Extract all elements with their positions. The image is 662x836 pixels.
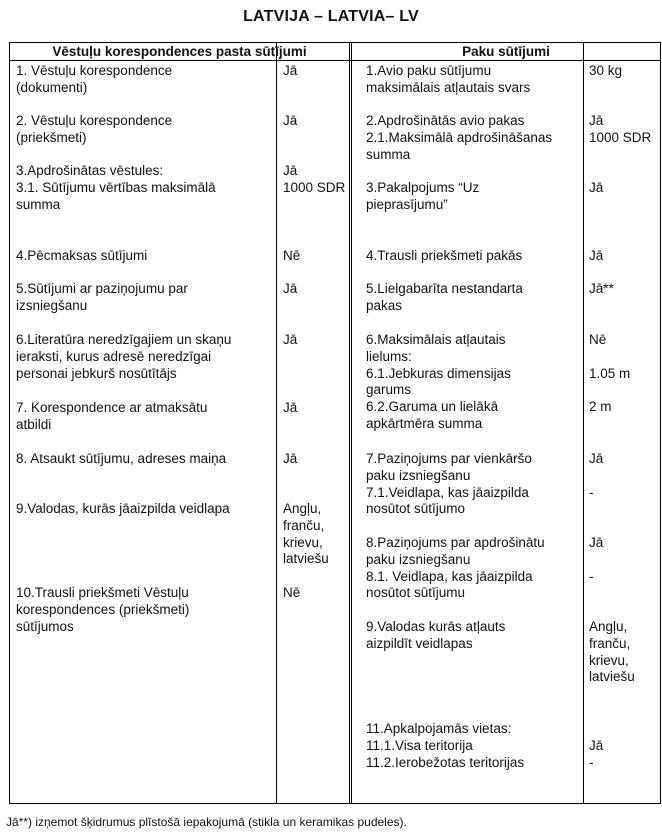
letter-mail-header: Vēstuļu korespondences pasta sūtījumi (52, 44, 307, 59)
parcel-row-label: 1.Avio paku sūtījumu maksimālais atļautais svars (366, 63, 531, 95)
letter-row-value: Nē (283, 585, 301, 600)
letter-row-value: Jā (283, 113, 298, 128)
parcel-row-value: Jā** (589, 281, 614, 296)
letter-row-label: 2. Vēstuļu korespondence (priekšmeti) (16, 113, 173, 145)
letter-row-label: 7. Korespondence ar atmaksātu atbildi (16, 400, 208, 432)
letter-row-label: 1. Vēstuļu korespondence (dokumenti) (16, 63, 173, 95)
letter-row-value: Jā (283, 63, 298, 78)
letter-row-label: 6.Literatūra neredzīgajiem un skaņu ieraksti, kurus adresē neredzīgai personai jebkurš nosūtītājs (16, 332, 232, 381)
parcel-row-value: 30 kg (589, 63, 623, 78)
parcel-row-label: 4.Trausli priekšmeti pakās (366, 248, 523, 263)
services-table (9, 42, 661, 804)
letter-row-label: 8. Atsaukt sūtījumu, adreses maiņa (16, 451, 227, 466)
parcel-row-label: 2.Apdrošinātās avio pakas 2.1.Maksimālā apdrošināšanas summa (366, 113, 553, 162)
parcel-row-value: Jā - (589, 737, 604, 770)
page-title: LATVIJA – LATVIA– LV (243, 8, 419, 25)
section-divider (349, 43, 352, 803)
letter-row-value: Angļu, franču, krievu, latviešu (283, 501, 329, 567)
parcel-row-value: Nē 1.05 m 2 m (589, 332, 631, 415)
header-divider (10, 60, 660, 61)
letter-row-label: 3.Apdrošinātas vēstules: 3.1. Sūtījumu vērtības maksimālā summa (16, 163, 216, 212)
parcel-row-value: Jā - (589, 535, 604, 584)
parcel-row-value: Jā 1000 SDR (589, 113, 652, 145)
parcel-row-label: 7.Paziņojums par vienkāršo paku izsniegšanu 7.1.Veidlapa, kas jāaizpilda nosūtot sūtījumo (366, 451, 532, 517)
parcel-row-value: Angļu, franču, krievu, latviešu (589, 619, 635, 685)
letter-row-value: Jā (283, 281, 298, 296)
letter-row-value: Jā (283, 451, 298, 466)
parcel-row-label: 6.Maksimālais atļautais lielums: 6.1.Jebkuras dimensijas garums 6.2.Garuma un lielākā apkārtmēra summa (366, 332, 511, 431)
letter-row-value: Jā 1000 SDR (283, 163, 346, 195)
parcel-row-label: 5.Lielgabarīta nestandarta pakas (366, 281, 523, 313)
letter-row-label: 9.Valodas, kurās jāaizpilda veidlapa (16, 501, 230, 516)
letter-row-label: 4.Pēcmaksas sūtījumi (16, 248, 148, 263)
parcel-row-label: 11.Apkalpojamās vietas: 11.1.Visa teritorija 11.2.Ierobežotas teritorijas (366, 721, 525, 770)
parcel-row-value: Jā - (589, 451, 604, 500)
parcel-row-label: 8.Paziņojums par apdrošinātu paku izsniegšanu 8.1. Veidlapa, kas jāaizpilda nosūtot sūtījumu (366, 535, 545, 601)
letter-row-label: 10.Trausli priekšmeti Vēstuļu korespondences (priekšmeti) sūtījumos (16, 585, 190, 634)
parcels-header: Paku sūtījumi (462, 44, 550, 59)
footnote: Jā**) izņemot šķidrumus plīstošā iepakojumā (stikla un keramikas pudeles). (6, 815, 407, 829)
letter-row-value: Jā (283, 332, 298, 347)
parcel-row-label: 3.Pakalpojums “Uz pieprasījumu” (366, 180, 480, 212)
parcel-row-value: Jā (589, 180, 604, 195)
parcel-row-label: 9.Valodas kurās atļauts aizpildīt veidlapas (366, 619, 506, 651)
column-divider (583, 43, 584, 803)
letter-row-label: 5.Sūtījumi ar paziņojumu par izsniegšanu (16, 281, 188, 313)
letter-row-value: Nē (283, 248, 301, 263)
column-divider (276, 43, 277, 803)
letter-row-value: Jā (283, 400, 298, 415)
parcel-row-value: Jā (589, 248, 604, 263)
